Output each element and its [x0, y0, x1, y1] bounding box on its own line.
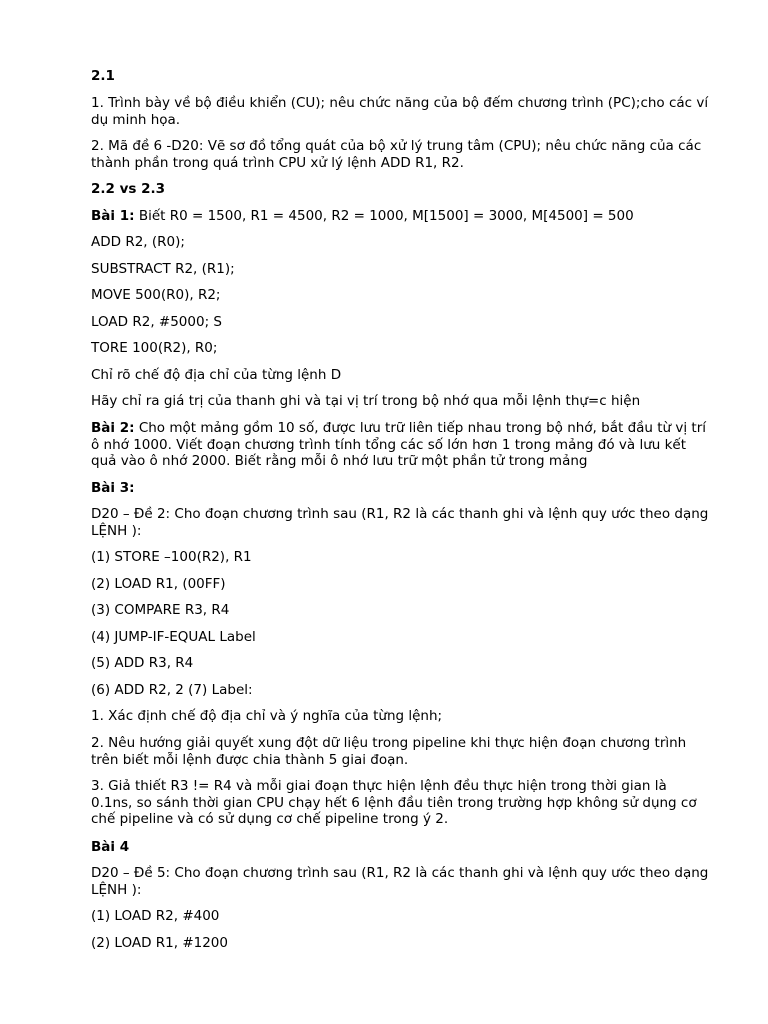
exercise-3-line-3: (3) COMPARE R3, R4	[91, 602, 230, 618]
exercise-1-line-4: LOAD R2, #5000; S	[91, 314, 222, 330]
exercise-3-intro: D20 – Đề 2: Cho đoạn chương trình sau (R1, R2 là các thanh ghi và lệnh quy ước theo dạng LỆNH ):	[91, 506, 709, 539]
question-2: 2. Mã đề 6 -D20: Vẽ sơ đồ tổng quát của bộ xử lý trung tâm (CPU); nêu chức năng của các thành phần trong quá trình CPU xử lý lệnh ADD R1, R2.	[91, 138, 702, 171]
exercise-3-line-5: (5) ADD R3, R4	[91, 655, 194, 671]
exercise-1-label: Bài 1:	[91, 208, 135, 224]
exercise-4-line-2: (2) LOAD R1, #1200	[91, 935, 228, 951]
exercise-3-question-3: 3. Giả thiết R3 != R4 và mỗi giai đoạn thực hiện lệnh đều thực hiện trong thời gian là 0.1ns, so sánh thời gian CPU chạy hết 6 lệnh đầu tiên trong trường hợp không sử dụng cơ chế pipeline và có sử dụng cơ chế pipeline trong ý 2.	[91, 778, 697, 827]
exercise-1-line-7: Hãy chỉ ra giá trị của thanh ghi và tại vị trí trong bộ nhớ qua mỗi lệnh thự=c hiện	[91, 393, 641, 409]
exercise-1-text: Biết R0 = 1500, R1 = 4500, R2 = 1000, M[1500] = 3000, M[4500] = 500	[134, 208, 634, 224]
exercise-2-statement	[91, 420, 711, 470]
exercise-4-label: Bài 4	[91, 839, 130, 855]
section-heading-2-1: 2.1	[91, 68, 115, 84]
exercise-3-line-1: (1) STORE –100(R2), R1	[91, 549, 252, 565]
exercise-1-line-1: ADD R2, (R0);	[91, 234, 185, 250]
exercise-1-line-3: MOVE 500(R0), R2;	[91, 287, 221, 303]
exercise-2-text: Cho một mảng gồm 10 số, được lưu trữ liên tiếp nhau trong bộ nhớ, bắt đầu từ vị trí ô nhớ 1000. Viết đoạn chương trình tính tổng các số lớn hơn 1 trong mảng đó và lưu kết quả vào ô nhớ 2000. Biết rằng mỗi ô nhớ lưu trữ một phần tử trong mảng	[91, 420, 707, 469]
exercise-1-statement	[91, 208, 711, 225]
exercise-2-label: Bài 2:	[91, 420, 135, 436]
exercise-1-line-6: Chỉ rõ chế độ địa chỉ của từng lệnh D	[91, 367, 342, 383]
exercise-3-line-2: (2) LOAD R1, (00FF)	[91, 576, 226, 592]
exercise-3-line-4: (4) JUMP-IF-EQUAL Label	[91, 629, 256, 645]
exercise-4-line-1: (1) LOAD R2, #400	[91, 908, 220, 924]
exercise-3-question-2: 2. Nêu hướng giải quyết xung đột dữ liệu trong pipeline khi thực hiện đoạn chương trình trên biết mỗi lệnh được chia thành 5 giai đoạn.	[91, 735, 687, 768]
exercise-4-intro: D20 – Đề 5: Cho đoạn chương trình sau (R1, R2 là các thanh ghi và lệnh quy ước theo dạng LỆNH ):	[91, 865, 709, 898]
exercise-3-question-1: 1. Xác định chế độ địa chỉ và ý nghĩa của từng lệnh;	[91, 708, 443, 724]
question-1: 1. Trình bày về bộ điều khiển (CU); nêu chức năng của bộ đếm chương trình (PC);cho các ví dụ minh họa.	[91, 95, 709, 128]
exercise-1-line-5: TORE 100(R2), R0;	[91, 340, 218, 356]
exercise-3-label: Bài 3:	[91, 480, 135, 496]
exercise-1-line-2: SUBSTRACT R2, (R1);	[91, 261, 235, 277]
section-heading-2-2: 2.2 vs 2.3	[91, 181, 166, 197]
exercise-3-line-6: (6) ADD R2, 2 (7) Label:	[91, 682, 253, 698]
